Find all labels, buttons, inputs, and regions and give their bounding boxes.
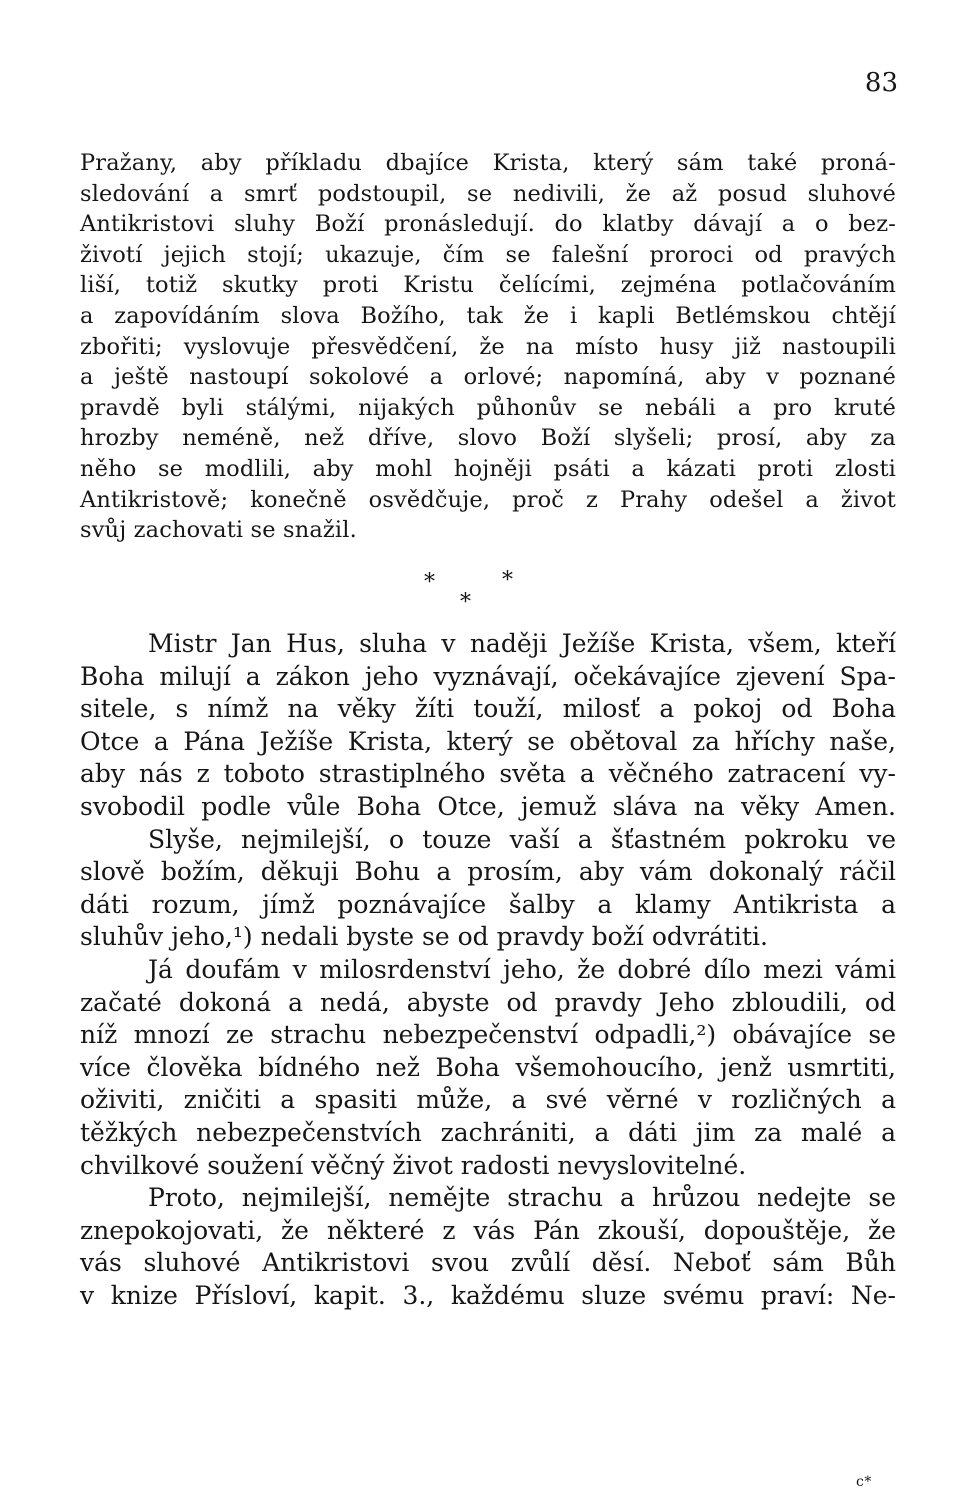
summary-line: životí jejich stojí; ukazuje, čím se falešní proroci od pravých bbox=[80, 241, 896, 268]
summary-line: Antikristovi sluhy Boží pronásledují. do klatby dávají a o bez- bbox=[80, 211, 896, 238]
summary-line: pravdě byli stálými, nijakých půhonův se nebáli a pro kruté bbox=[80, 394, 896, 421]
letter-line: vás sluhové Antikristovi svou zvůlí děsí. Neboť sám Bůh bbox=[80, 1248, 896, 1278]
letter-line: svobodil podle vůle Boha Otce, jemuž sláva na věky Amen. bbox=[80, 791, 896, 821]
letter-line: v knize Přísloví, kapit. 3., každému sluze svému praví: Ne- bbox=[80, 1280, 896, 1310]
letter-line: níž mnozí ze strachu nebezpečenství odpadli,²) obávajíce se bbox=[80, 1020, 896, 1050]
letter-line: Otce a Pána Ježíše Krista, který se obětoval za hříchy naše, bbox=[80, 726, 896, 756]
letter-line: Slyše, nejmilejší, o touze vaší a šťastném pokroku ve bbox=[148, 824, 896, 854]
letter-line: slově božím, děkuji Bohu a prosím, aby vám dokonalý ráčil bbox=[80, 857, 896, 887]
letter-line: Já doufám v milosrdenství jeho, že dobré dílo mezi vámi bbox=[148, 954, 896, 984]
summary-line: svůj zachovati se snažil. bbox=[80, 517, 357, 544]
letter-line: začaté dokoná a nedá, abyste od pravdy Jeho zbloudili, od bbox=[80, 987, 896, 1017]
letter-line: Proto, nejmilejší, nemějte strachu a hrůzou nedejte se bbox=[148, 1183, 896, 1213]
summary-line: Pražany, aby příkladu dbajíce Krista, který sám také proná- bbox=[80, 150, 896, 176]
letter-line: Boha milují a zákon jeho vyznávají, očekávajíce zjevení Spa- bbox=[80, 661, 896, 691]
letter-body bbox=[80, 628, 896, 1312]
letter-line: sitele, s nímž na věky žíti touží, milosť a pokoj od Boha bbox=[80, 694, 896, 724]
letter-line: více člověka bídného než Boha všemohoucího, jenž usmrtiti, bbox=[80, 1052, 896, 1082]
summary-line: liší, totiž skutky proti Kristu čelícími, zejména potlačováním bbox=[80, 272, 896, 299]
summary-line: sledování a smrť podstoupil, se nedivili, že až posud sluhové bbox=[80, 180, 896, 207]
letter-line: znepokojovati, že některé z vás Pán zkouší, dopouštěje, že bbox=[80, 1215, 896, 1245]
summary-line: a ještě nastoupí sokolové a orlové; napomíná, aby v poznané bbox=[80, 364, 896, 391]
summary-line: a zapovídáním slova Božího, tak že i kapli Betlémskou chtějí bbox=[80, 302, 896, 329]
summary-line: něho se modlili, aby mohl hojněji psáti a kázati proti zlosti bbox=[80, 455, 896, 482]
summary-line: zbořiti; vyslovuje přesvědčení, že na místo husy již nastoupili bbox=[80, 333, 896, 360]
separator-asterisk: * bbox=[502, 568, 513, 593]
summary-line: Antikristově; konečně osvědčuje, proč z Prahy odešel a život bbox=[80, 486, 896, 513]
letter-line: sluhův jeho,¹) nedali byste se od pravdy boží odvrátiti. bbox=[80, 922, 768, 952]
letter-line: chvilkové soužení věčný život radosti nevyslovitelné. bbox=[80, 1150, 747, 1180]
summary-line: hrozby neméně, než dříve, slovo Boží slyšeli; prosí, aby za bbox=[80, 425, 896, 452]
separator-asterisk: * bbox=[460, 590, 471, 615]
letter-line: aby nás z toboto strastiplného světa a věčného zatracení vy- bbox=[80, 759, 896, 789]
page-number: 83 bbox=[864, 68, 898, 98]
letter-line: oživiti, zničiti a spasiti může, a své věrné v rozličných a bbox=[80, 1085, 896, 1115]
letter-line: dáti rozum, jímž poznávajíce šalby a klamy Antikrista a bbox=[80, 889, 896, 919]
letter-line: Mistr Jan Hus, sluha v naději Ježíše Krista, všem, kteří bbox=[148, 629, 896, 658]
catchword: c* bbox=[856, 1474, 872, 1490]
chapter-summary bbox=[80, 148, 896, 546]
section-separator bbox=[412, 566, 532, 616]
letter-line: těžkých nebezpečenstvích zachrániti, a dáti jim za malé a bbox=[80, 1117, 896, 1147]
separator-asterisk: * bbox=[424, 570, 435, 595]
